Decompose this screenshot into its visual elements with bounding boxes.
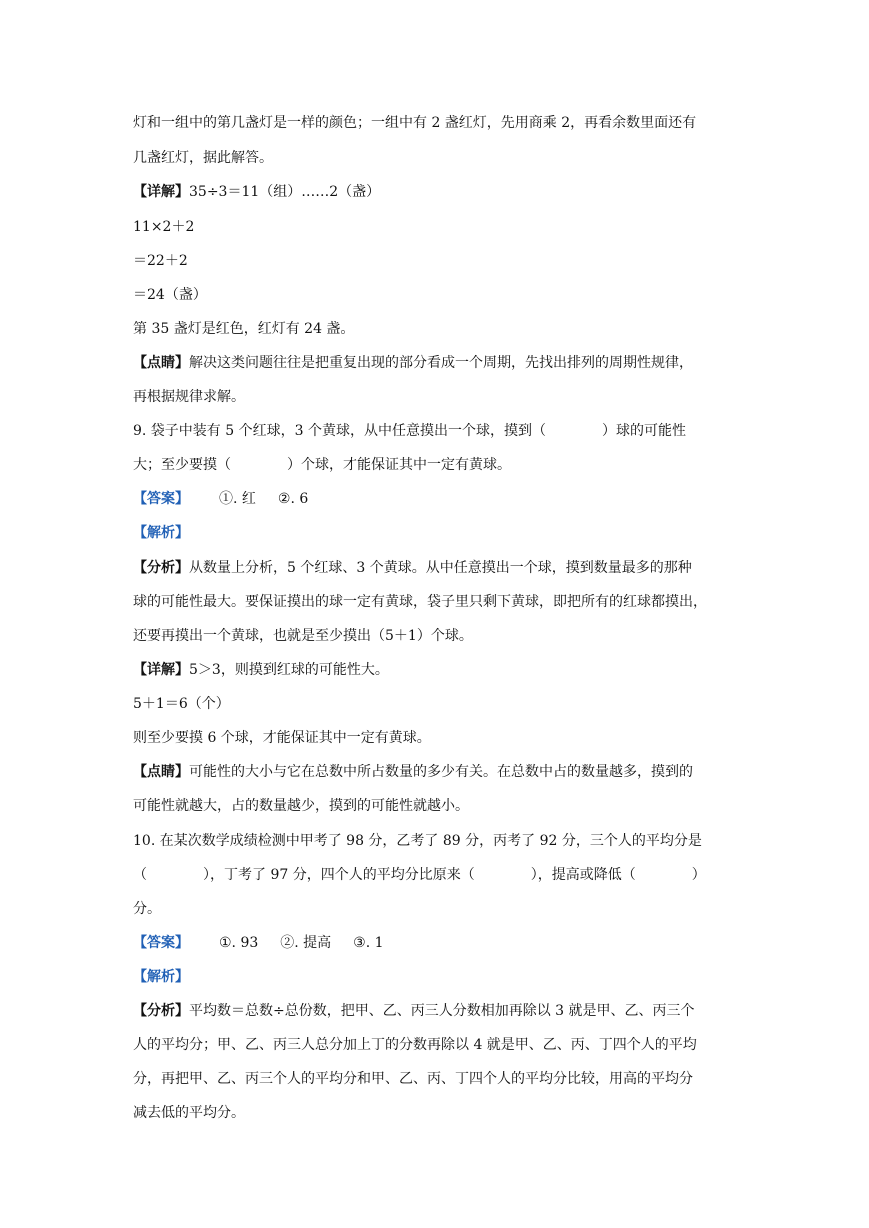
analysis-sub-tag: 【分析】 <box>133 1003 189 1019</box>
text-line: 再根据规律求解。 <box>133 389 245 405</box>
text-line <box>133 660 389 680</box>
text-line: 还要再摸出一个黄球，也就是至少摸出（5＋1）个球。 <box>133 628 473 644</box>
text-line: 分，再把甲、乙、丙三个人的平均分和甲、乙、丙、丁四个人的平均分比较，用高的平均分 <box>133 1071 693 1087</box>
answer-line <box>133 933 384 953</box>
text-line: 灯和一组中的第几盏灯是一样的颜色；一组中有 2 盏红灯，先用商乘 2，再看余数里面还有 <box>133 115 697 131</box>
analysis-line <box>133 523 189 543</box>
text-line: 几盏红灯，据此解答。 <box>133 150 273 166</box>
text-line: 减去低的平均分。 <box>133 1105 245 1121</box>
question-10-stem: 分。 <box>133 901 161 917</box>
answer-2: ②. 6 <box>277 491 309 507</box>
analysis-line <box>133 967 189 987</box>
comment-tag: 【点睛】 <box>133 764 189 780</box>
text-line: 则至少要摸 6 个球，才能保证其中一定有黄球。 <box>133 730 431 746</box>
detail-tag: 【详解】 <box>133 662 189 678</box>
answer-3: ③. 1 <box>353 935 384 951</box>
question-10-stem <box>133 865 706 885</box>
stem-part: ）个球，才能保证其中一定有黄球。 <box>287 457 511 473</box>
answer-1: ①. 93 <box>219 935 259 951</box>
stem-part: 大；至少要摸（ <box>133 457 231 473</box>
comment-tag: 【点睛】 <box>133 355 189 371</box>
analysis-text: 从数量上分析，5 个红球、3 个黄球。从中任意摸出一个球，摸到数量最多的那种 <box>189 560 692 576</box>
text-line: 第 35 盏灯是红色，红灯有 24 盏。 <box>133 321 355 337</box>
text-line: 5＋1＝6（个） <box>133 696 230 712</box>
text-line: 11×2＋2 <box>133 219 195 235</box>
answer-line <box>133 489 308 509</box>
analysis-tag: 【解析】 <box>133 969 189 985</box>
text-line: 球的可能性最大。要保证摸出的球一定有黄球，袋子里只剩下黄球，即把所有的红球都摸出， <box>133 594 707 610</box>
analysis-sub-tag: 【分析】 <box>133 560 189 576</box>
answer-tag: 【答案】 <box>133 935 189 951</box>
text-line <box>133 558 692 578</box>
stem-part: ） <box>691 867 706 883</box>
question-10-stem: 10. 在某次数学成绩检测中甲考了 98 分，乙考了 89 分，丙考了 92 分，三个人的平均分是 <box>133 833 702 849</box>
text-line <box>133 1001 695 1021</box>
text-line: ＝22＋2 <box>133 253 188 269</box>
comment-text: 解决这类问题往往是把重复出现的部分看成一个周期，先找出排列的周期性规律， <box>189 355 693 371</box>
text-line <box>133 762 693 782</box>
question-9-stem <box>133 421 686 441</box>
detail-tag: 【详解】 <box>133 184 189 200</box>
detail-text: 35÷3＝11（组）……2（盏） <box>189 184 381 200</box>
question-9-stem <box>133 455 511 475</box>
stem-part: 9. 袋子中装有 5 个红球，3 个黄球，从中任意摸出一个球，摸到（ <box>133 423 546 439</box>
comment-text: 可能性的大小与它在总数中所占数量的多少有关。在总数中占的数量越多，摸到的 <box>189 764 693 780</box>
detail-text: 5＞3，则摸到红球的可能性大。 <box>189 662 389 678</box>
analysis-tag: 【解析】 <box>133 525 189 541</box>
text-line: 人的平均分；甲、乙、丙三人总分加上丁的分数再除以 4 就是甲、乙、丙、丁四个人的平均 <box>133 1037 697 1053</box>
stem-part: （ <box>133 867 147 883</box>
analysis-text: 平均数＝总数÷总份数，把甲、乙、丙三人分数相加再除以 3 就是甲、乙、丙三个 <box>189 1003 695 1019</box>
answer-1: ①. 红 <box>219 491 256 507</box>
text-line <box>133 182 380 202</box>
answer-tag: 【答案】 <box>133 491 189 507</box>
stem-part: ），提高或降低（ <box>530 867 636 883</box>
text-line <box>133 353 693 373</box>
text-line: 可能性就越大，占的数量越少，摸到的可能性就越小。 <box>133 798 469 814</box>
text-line: ＝24（盏） <box>133 287 207 303</box>
stem-part: ）球的可能性 <box>601 423 686 439</box>
answer-2: ②. 提高 <box>280 935 332 951</box>
stem-part: ），丁考了 97 分，四个人的平均分比原来（ <box>203 867 475 883</box>
